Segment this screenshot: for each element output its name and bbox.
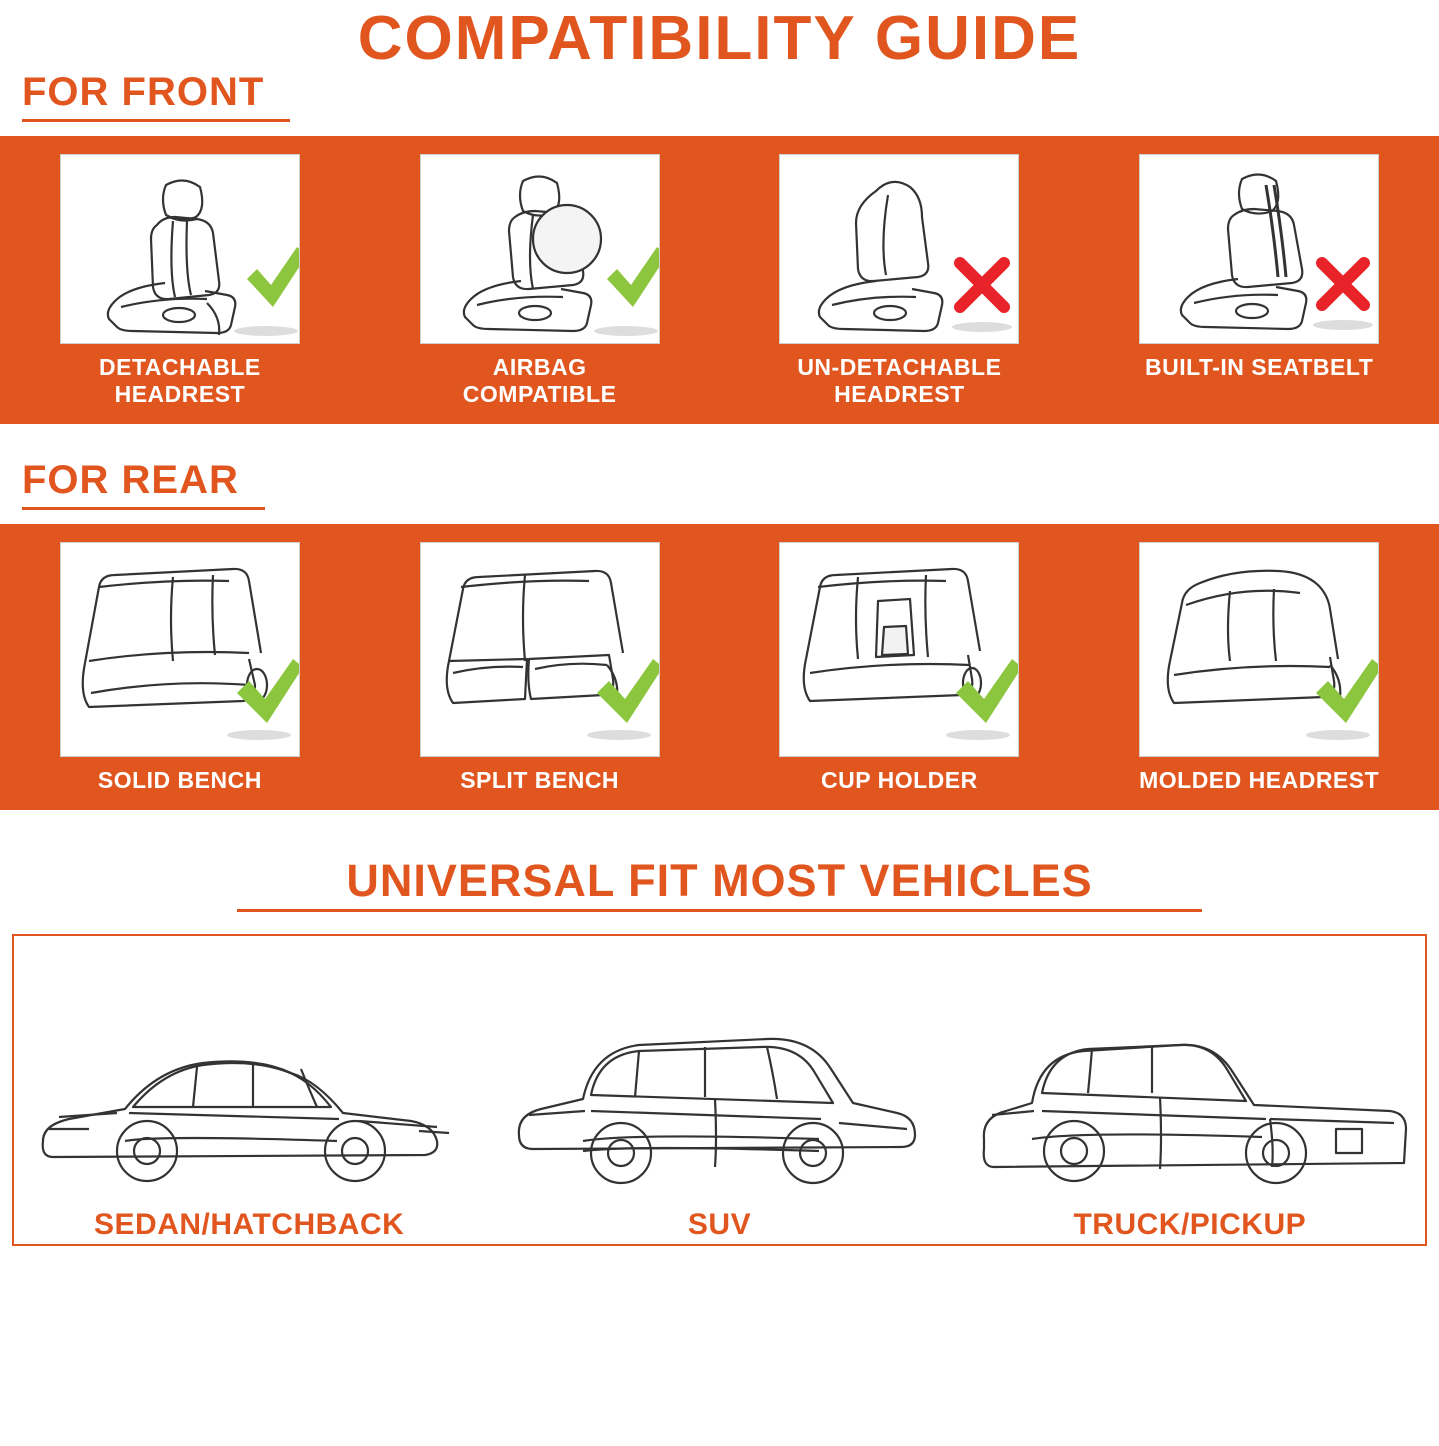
vehicle-sedan bbox=[24, 989, 474, 1242]
section-heading-front: FOR FRONT bbox=[22, 70, 290, 122]
card-molded-headrest bbox=[1134, 542, 1384, 794]
section-universal-fit bbox=[0, 855, 1439, 1246]
card-label: DETACHABLE HEADREST bbox=[99, 354, 261, 408]
card-label: SPLIT BENCH bbox=[460, 767, 620, 794]
rear-solid-bench-icon bbox=[60, 542, 300, 757]
card-label: SOLID BENCH bbox=[97, 767, 262, 794]
front-cards-band bbox=[0, 136, 1439, 424]
front-seat-undetachable-headrest-icon bbox=[779, 154, 1019, 344]
card-label: UN-DETACHABLE HEADREST bbox=[797, 354, 1002, 408]
card-detachable-headrest bbox=[55, 154, 305, 408]
truck-icon bbox=[970, 989, 1410, 1204]
vehicle-label: SEDAN/HATCHBACK bbox=[94, 1208, 405, 1242]
section-heading-rear: FOR REAR bbox=[22, 458, 265, 510]
card-cup-holder bbox=[774, 542, 1024, 794]
card-label: MOLDED HEADREST bbox=[1139, 767, 1380, 794]
card-undetachable-headrest bbox=[774, 154, 1024, 408]
rear-split-bench-icon bbox=[420, 542, 660, 757]
vehicle-label: SUV bbox=[687, 1208, 752, 1242]
card-split-bench bbox=[415, 542, 665, 794]
page-title: COMPATIBILITY GUIDE bbox=[357, 4, 1082, 73]
rear-cup-holder-icon bbox=[779, 542, 1019, 757]
vehicle-types-box bbox=[12, 934, 1427, 1246]
rear-cards-band bbox=[0, 524, 1439, 810]
card-builtin-seatbelt bbox=[1134, 154, 1384, 381]
sedan-icon bbox=[29, 989, 469, 1204]
universal-fit-underline bbox=[237, 909, 1202, 912]
section-for-front bbox=[0, 70, 1439, 424]
front-seat-airbag-icon bbox=[420, 154, 660, 344]
card-solid-bench bbox=[55, 542, 305, 794]
front-seat-builtin-seatbelt-icon bbox=[1139, 154, 1379, 344]
suv-icon bbox=[499, 989, 939, 1204]
section-for-rear bbox=[0, 458, 1439, 810]
front-seat-detachable-headrest-icon bbox=[60, 154, 300, 344]
card-label: AIRBAG COMPATIBLE bbox=[462, 354, 617, 408]
vehicle-suv bbox=[494, 989, 944, 1242]
vehicle-label: TRUCK/PICKUP bbox=[1073, 1208, 1307, 1242]
card-airbag-compatible bbox=[415, 154, 665, 408]
vehicle-truck bbox=[965, 989, 1415, 1242]
card-label: CUP HOLDER bbox=[821, 767, 978, 794]
universal-fit-title: UNIVERSAL FIT MOST VEHICLES bbox=[346, 855, 1093, 907]
rear-molded-headrest-icon bbox=[1139, 542, 1379, 757]
card-label: BUILT-IN SEATBELT bbox=[1144, 354, 1374, 380]
